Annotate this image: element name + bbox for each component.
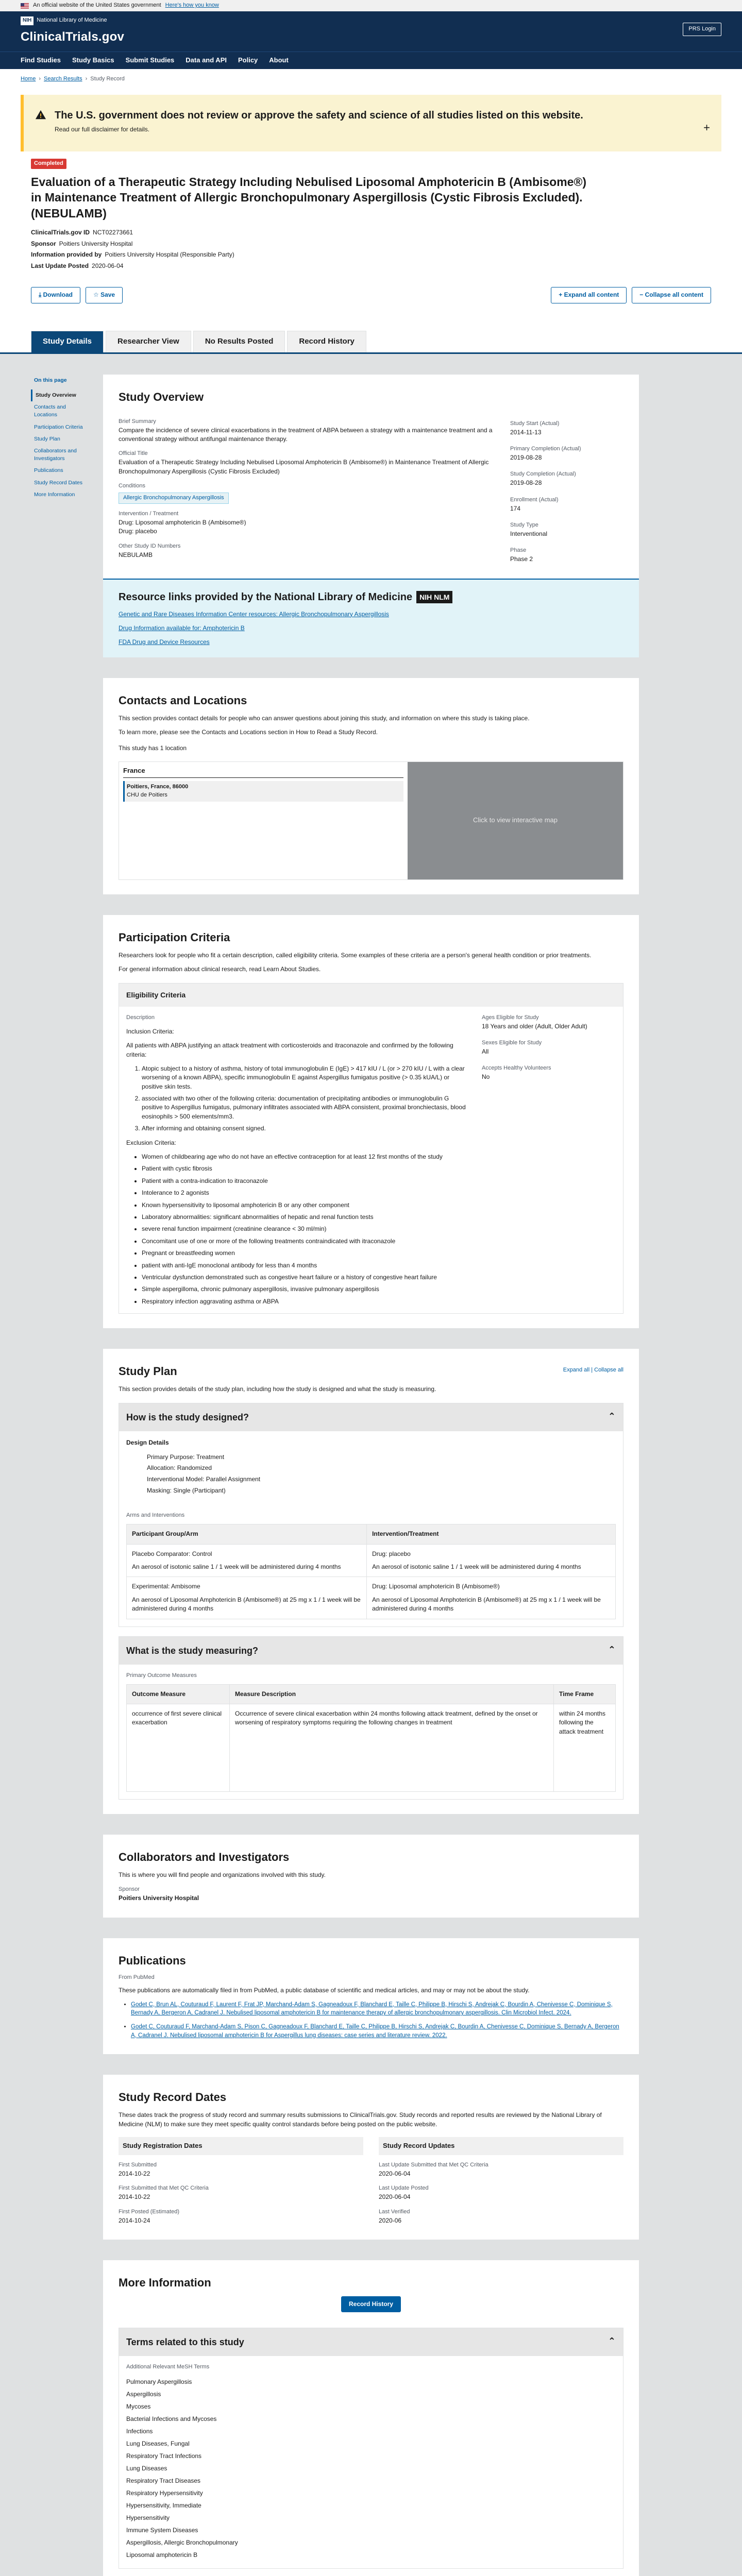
page-nav-more-info[interactable]: More Information: [34, 491, 75, 498]
outcome-col-header: Measure Description: [230, 1684, 554, 1704]
location-count: This study has 1 location: [119, 744, 187, 752]
inclusion-list: [142, 1064, 471, 1133]
table-row: [127, 1544, 616, 1577]
collapse-label: Collapse all content: [645, 291, 703, 299]
mesh-term: Respiratory Hypersensitivity: [126, 2489, 203, 2497]
study-header: [0, 157, 742, 272]
page-nav-overview[interactable]: Study Overview: [31, 389, 93, 401]
sponsor-label: Sponsor: [119, 1886, 140, 1893]
fact-value: No: [482, 1073, 490, 1081]
date-label: First Submitted that Met QC Criteria: [119, 2185, 209, 2192]
breadcrumb-search-results[interactable]: Search Results: [44, 76, 82, 82]
fda-link[interactable]: FDA Drug and Device Resources: [119, 638, 210, 646]
fact-label: Accepts Healthy Volunteers: [482, 1065, 551, 1072]
brief-summary-label: Brief Summary: [119, 418, 156, 425]
expand-label: Expand all content: [564, 291, 619, 299]
page-nav-collaborators[interactable]: Collaborators and Investigators: [34, 448, 77, 462]
exclusion-item: • severe renal function impairment (creatinine clearance < 30 ml/min): [142, 1225, 471, 1233]
date-value: 2020-06-04: [379, 2170, 411, 2177]
main-content: [0, 354, 742, 2576]
study-title: Evaluation of a Therapeutic Strategy Including Nebulised Liposomal Amphotericin B (Ambisome®) in Maintenance Treatment of Allergic Bronchopulmonary Aspergillosis (Cystic Fibrosis Excluded). (NEBULAMB): [31, 175, 587, 220]
expand-icon[interactable]: +: [703, 121, 710, 134]
info-label: Information provided by: [31, 251, 102, 259]
us-flag-icon: [21, 3, 29, 9]
gov-banner-toggle[interactable]: Here's how you know: [165, 2, 219, 9]
mesh-term: Infections: [126, 2428, 153, 2435]
page-nav-plan[interactable]: Study Plan: [34, 435, 60, 442]
location-item[interactable]: [123, 781, 403, 802]
save-label: Save: [100, 291, 115, 299]
official-title: Evaluation of a Therapeutic Strategy Including Nebulised Liposomal Amphotericin B (Ambisome®) in Maintenance Treatment of Allergic Bronchopulmonary Aspergillosis (Cystic Fibrosis Excluded): [119, 459, 489, 475]
fact-value: All: [482, 1048, 489, 1056]
learn-about-studies-link[interactable]: For general information about clinical research, read Learn About Studies.: [119, 965, 321, 973]
publication-list: [119, 2001, 623, 2040]
plan-heading: Study Plan: [119, 1365, 177, 1378]
warning-icon: [35, 109, 46, 121]
minus-icon: −: [639, 291, 645, 299]
date-label: Last Update Submitted that Met QC Criteria: [379, 2161, 488, 2168]
nih-logo[interactable]: NIH: [21, 16, 33, 25]
actions-bar: [0, 272, 742, 303]
id-label: ClinicalTrials.gov ID: [31, 228, 90, 236]
inclusion-heading: Inclusion Criteria:: [126, 1027, 174, 1035]
date-value: 2014-10-24: [119, 2216, 150, 2224]
mesh-term: Hypersensitivity: [126, 2514, 170, 2522]
table-row: [127, 1704, 616, 1791]
arms-label: Arms and Interventions: [126, 1512, 185, 1519]
exclusion-item: • Pregnant or breastfeeding women: [142, 1249, 471, 1258]
intervention-list: [119, 518, 495, 536]
exclusion-list: [142, 1153, 471, 1306]
interactive-map[interactable]: Click to view interactive map: [408, 762, 623, 879]
more-info-heading: More Information: [119, 2276, 211, 2289]
intervention-desc: An aerosol of isotonic saline 1 / 1 week will be administered during 4 months: [372, 1563, 581, 1570]
exclusion-item: • Patient with a contra-indication to itraconazole: [142, 1177, 471, 1185]
update-label: Last Update Posted: [31, 262, 89, 269]
breadcrumb: Home › Search Results › Study Record: [0, 69, 742, 90]
nlm-logo: NIH NLM: [416, 591, 452, 603]
outcome-col-header: Outcome Measure: [127, 1684, 230, 1704]
arm-desc: An aerosol of Liposomal Amphotericin B (Ambisome®) at 25 mg x 1 / 1 week will be administered during 4 months: [132, 1596, 361, 1613]
disclaimer-text[interactable]: Read our full disclaimer for details.: [55, 125, 150, 133]
study-tabs: [0, 326, 742, 354]
record-dates-section: [103, 2075, 639, 2240]
fact-value: 2014-11-13: [510, 428, 542, 436]
page-nav-publications[interactable]: Publications: [34, 467, 63, 474]
mesh-term: Pulmonary Aspergillosis: [126, 2378, 192, 2386]
disclaimer-title: The U.S. government does not review or approve the safety and science of all studies listed on this website.: [55, 109, 583, 121]
collab-sub: This is where you will find people and organizations involved with this study.: [119, 1871, 326, 1878]
nav-policy[interactable]: Policy: [238, 56, 258, 64]
arms-table: [126, 1524, 616, 1619]
date-value: 2020-06-04: [379, 2193, 411, 2201]
design-label: Design Details: [126, 1439, 169, 1447]
gov-banner: [0, 0, 742, 11]
study-overview-section: [103, 375, 639, 579]
overview-heading: Study Overview: [119, 390, 204, 403]
design-item: Primary Purpose: Treatment: [147, 1453, 225, 1461]
inclusion-item: 2. associated with two other of the following criteria: documentation of precipitating antibodies or immunoglobulin G positive to Aspergillus fumigatus, pulmonary infiltrates associated with ABPA consistent, proximal bronchiectasis, blood eosinophils > 500 elements/mm3.: [142, 1094, 471, 1121]
exclusion-item: • Concomitant use of one or more of the following treatments contraindicated with itraconazole: [142, 1237, 471, 1246]
outcome-table: [126, 1684, 616, 1792]
gov-banner-text: An official website of the United States government: [33, 2, 161, 9]
outcome-time: within 24 months following the attack treatment: [554, 1704, 616, 1791]
mesh-term: Bacterial Infections and Mycoses: [126, 2415, 217, 2423]
criteria-text: [126, 1014, 471, 1306]
eligibility-box: [119, 983, 623, 1314]
fact-value: 18 Years and older (Adult, Older Adult): [482, 1022, 587, 1030]
nav-study-basics[interactable]: Study Basics: [72, 56, 114, 64]
mesh-term: Aspergillosis: [126, 2391, 161, 2398]
table-row: [127, 1577, 616, 1619]
exclusion-item: • Patient with cystic fibrosis: [142, 1164, 471, 1173]
fact-value: Interventional: [510, 530, 548, 537]
overview-side-facts: [510, 412, 623, 564]
date-label: Last Update Posted: [379, 2185, 429, 2192]
fact-label: Sexes Eligible for Study: [482, 1040, 542, 1046]
fact-label: Primary Completion (Actual): [510, 445, 581, 452]
tab-results[interactable]: No Results Posted: [193, 331, 285, 352]
exclusion-item: • patient with anti-IgE monoclonal antibody for less than 4 months: [142, 1261, 471, 1270]
chevron-up-icon[interactable]: ⌃: [608, 1411, 616, 1422]
contacts-section: [103, 678, 639, 894]
publications-section: [103, 1938, 639, 2055]
date-label: Last Verified: [379, 2208, 410, 2215]
disclaimer-alert: [21, 95, 721, 151]
fact-label: Study Start (Actual): [510, 420, 560, 427]
date-label: First Posted (Estimated): [119, 2208, 179, 2215]
intervention-item: Drug: placebo: [119, 528, 157, 535]
breadcrumb-current: Study Record: [90, 76, 125, 82]
bookmark-icon: ☆: [93, 291, 101, 299]
measures-heading[interactable]: What is the study measuring?: [126, 1645, 259, 1656]
mesh-term: Respiratory Tract Diseases: [126, 2477, 201, 2485]
exclusion-item: • Women of childbearing age who do not have an effective contraception for at least 12 first months of the study: [142, 1153, 471, 1161]
inclusion-intro: All patients with ABPA justifying an attack treatment with corticosteroids and itraconazole and confirmed by the following criteria:: [126, 1042, 453, 1058]
page-nav-contacts[interactable]: Contacts and Locations: [34, 404, 66, 418]
exclusion-item: • Ventricular dysfunction demonstrated such as congestive heart failure or a history of congestive heart failure: [142, 1273, 471, 1282]
brief-summary: Compare the incidence of severe clinical exacerbations in the treatment of ABPA between a strategy with a maintenance treatment and a conventional strategy without antifungal maintenance therapy.: [119, 426, 493, 443]
prs-login-button[interactable]: PRS Login: [683, 23, 721, 36]
chevron-up-icon[interactable]: ⌃: [608, 1644, 616, 1655]
intervention-name: Drug: placebo: [372, 1550, 411, 1557]
exclusion-item: • Known hypersensitivity to liposomal amphotericin B or any other component: [142, 1201, 471, 1210]
arm-desc: An aerosol of isotonic saline 1 / 1 week will be administered during 4 months: [132, 1563, 341, 1570]
other-id: NEBULAMB: [119, 551, 153, 558]
fact-value: 2019-08-28: [510, 453, 542, 461]
contacts-heading: Contacts and Locations: [119, 693, 247, 707]
site-city: Poitiers, France, 86000: [127, 783, 189, 790]
conditions-label: Conditions: [119, 483, 145, 489]
download-label: Download: [43, 291, 73, 299]
design-heading[interactable]: How is the study designed?: [126, 1412, 249, 1423]
date-value: 2014-10-22: [119, 2193, 150, 2201]
fact-label: Phase: [510, 547, 527, 554]
intervention-desc: An aerosol of Liposomal Amphotericin B (Ambisome®) at 25 mg x 1 / 1 week will be administered during 4 months: [372, 1596, 601, 1613]
exclusion-item: • Simple aspergilloma, chronic pulmonary aspergillosis, invasive pulmonary aspergillosis: [142, 1285, 471, 1294]
collapse-all-button[interactable]: [632, 287, 711, 303]
plan-sub: This section provides details of the study plan, including how the study is designed and what the study is measuring.: [119, 1385, 436, 1393]
inclusion-item: 1. Atopic subject to a history of asthma, history of total immunoglobulin E (IgE) > 417 kIU / L (or > 270 kIU / L with a clear worsening of a known ABPA), specific immunoglobulin E against Aspergillus fumigatus positive (> 0.35 kUA/L) or positive skin tests.: [142, 1064, 471, 1091]
page-nav-participation[interactable]: Participation Criteria: [34, 423, 83, 430]
arms-col-header: Intervention/Treatment: [367, 1524, 616, 1544]
date-value: 2014-10-22: [119, 2170, 150, 2177]
org-name: National Library of Medicine: [37, 17, 107, 24]
date-value: 2020-06: [379, 2216, 402, 2224]
chevron-up-icon[interactable]: ⌃: [608, 2336, 616, 2347]
download-button[interactable]: [31, 287, 80, 303]
location-map: [119, 761, 623, 880]
dates-heading: Study Record Dates: [119, 2091, 227, 2104]
mesh-term: Immune System Diseases: [126, 2527, 198, 2534]
collab-heading: Collaborators and Investigators: [119, 1850, 290, 1863]
outcome-measure: occurrence of first severe clinical exacerbation: [127, 1704, 230, 1791]
info-value: Poitiers University Hospital (Responsible Party): [105, 251, 234, 259]
sponsor-label: Sponsor: [31, 240, 56, 247]
other-id-label: Other Study ID Numbers: [119, 543, 181, 549]
arm-name: Experimental: Ambisome: [132, 1583, 200, 1590]
outcome-col-header: Time Frame: [554, 1684, 616, 1704]
nav-about[interactable]: About: [269, 56, 289, 64]
sponsor-value: Poitiers University Hospital: [59, 240, 133, 247]
site-header: [0, 11, 742, 52]
study-plan-section: [103, 1349, 639, 1814]
location-country: France: [123, 766, 403, 778]
gard-link[interactable]: Genetic and Rare Diseases Information Center resources: Allergic Bronchopulmonary Aspergillosis: [119, 610, 389, 618]
fact-value: 2019-08-28: [510, 479, 542, 487]
record-history-button[interactable]: Record History: [341, 2296, 401, 2312]
intervention-label: Intervention / Treatment: [119, 510, 179, 517]
date-label: First Submitted: [119, 2161, 157, 2168]
design-item: Interventional Model: Parallel Assignment: [147, 1476, 261, 1483]
design-item: Allocation: Randomized: [147, 1464, 212, 1472]
fact-label: Study Type: [510, 521, 538, 528]
fact-label: Enrollment (Actual): [510, 496, 559, 503]
site-name: CHU de Poitiers: [127, 791, 167, 798]
breadcrumb-home[interactable]: Home: [21, 76, 36, 82]
eligibility-facts: [482, 1014, 616, 1306]
participation-sub: Researchers look for people who fit a certain description, called eligibility criteria. Some examples of these criteria are a person's general health condition or prior treatments.: [119, 951, 592, 959]
participation-heading: Participation Criteria: [119, 930, 230, 944]
intervention-item: Drug: Liposomal amphotericin B (Ambisome®): [119, 518, 246, 526]
registration-dates-heading: Study Registration Dates: [119, 2137, 363, 2155]
pubs-sub: These publications are automatically filed in from PubMed, a public database of scientific and medical articles, and may or may not be about the study.: [119, 1987, 530, 1994]
publication-link[interactable]: Godet C, Couturaud F, Marchand-Adam S, Pison C, Gagneadoux F, Blanchard E, Taille C, Philippe B, Hirschi S, Andrejak C, Bourdin A, Chenivesse C, Dominique S, Bernady A, Bergeron A, Cadranel J. Nebulised liposomal amphotericin B for Aspergillus lung diseases: case series and literature review. 2022.: [131, 2024, 619, 2039]
download-icon: ⤓: [39, 291, 43, 299]
pubs-source: From PubMed: [119, 1974, 155, 1981]
location-list: [119, 762, 408, 879]
exclusion-item: • Laboratory abnormalities: significant abnormalities of hepatic and renal function tests: [142, 1213, 471, 1222]
terms-heading[interactable]: Terms related to this study: [126, 2337, 244, 2348]
intervention-name: Drug: Liposomal amphotericin B (Ambisome®): [372, 1583, 500, 1590]
collaborators-section: [103, 1835, 639, 1918]
official-title-label: Official Title: [119, 450, 148, 457]
mesh-term: Hypersensitivity, Immediate: [126, 2502, 201, 2510]
exclusion-item: • Intolerance to 2 agonists: [142, 1189, 471, 1197]
terms-card: [119, 2328, 623, 2569]
page-nav: [31, 375, 93, 501]
participation-section: [103, 915, 639, 1328]
tab-researcher-view[interactable]: Researcher View: [106, 331, 191, 352]
mesh-term: Lung Diseases, Fungal: [126, 2440, 190, 2448]
design-item: Masking: Single (Participant): [147, 1486, 226, 1494]
nav-data-api[interactable]: Data and API: [185, 56, 227, 64]
mesh-term: Aspergillosis, Allergic Bronchopulmonary: [126, 2539, 238, 2547]
fact-value: 174: [510, 504, 521, 512]
site-title[interactable]: ClinicalTrials.gov: [21, 29, 125, 44]
condition-tag[interactable]: Allergic Bronchopulmonary Aspergillosis: [119, 493, 229, 504]
mesh-term: Mycoses: [126, 2403, 151, 2411]
tab-study-details[interactable]: Study Details: [31, 331, 104, 352]
save-button[interactable]: [86, 287, 123, 303]
outcome-label: Primary Outcome Measures: [126, 1672, 197, 1679]
exclusion-item: • Respiratory infection aggravating asthma or ABPA: [142, 1297, 471, 1306]
eligibility-heading: Eligibility Criteria: [119, 984, 623, 1006]
resources-title: Resource links provided by the National Library of Medicine: [119, 591, 413, 603]
page-nav-dates[interactable]: Study Record Dates: [34, 479, 82, 486]
publication-link[interactable]: Godet C, Brun AL, Couturaud F, Laurent F, Frat JP, Marchand-Adam S, Gagneadoux F, Blanchard E, Taille C, Philippe B, Hirschi S, Andrejak C, Bourdin A, Chenivesse C, Dominique S, Bernady A, Bergeron A, Cadranel J. Nebulised liposomal amphotericin B for maintenance therapy of allergic bronchopulmonary aspergillosis. Clin Microbiol Infect. 2024.: [131, 2001, 613, 2016]
mesh-term-list: [126, 2376, 616, 2561]
tab-record-history[interactable]: Record History: [287, 331, 366, 352]
mesh-term: Respiratory Tract Infections: [126, 2452, 202, 2460]
dates-sub: These dates track the progress of study record and summary results submissions to ClinicalTrials.gov. Study records and reported results are reviewed by the National Library of Medicine (NLM) to make sure they meet specific quality control standards before being posted on the public website.: [119, 2111, 602, 2128]
nlm-resources-section: [103, 579, 639, 657]
expand-all-link[interactable]: Expand all: [563, 1367, 590, 1374]
page-nav-title: On this page: [34, 377, 67, 383]
expand-all-button[interactable]: [551, 287, 627, 303]
exclusion-heading: Exclusion Criteria:: [126, 1139, 176, 1146]
collapse-all-link[interactable]: Collapse all: [594, 1367, 623, 1374]
mesh-term: Liposomal amphotericin B: [126, 2551, 198, 2559]
mesh-label: Additional Relevant MeSH Terms: [126, 2364, 210, 2370]
design-card: [119, 1403, 623, 1626]
nav-submit-studies[interactable]: Submit Studies: [125, 56, 175, 64]
nct-id[interactable]: NCT02273661: [93, 228, 133, 236]
plus-icon: +: [559, 291, 564, 299]
main-nav: [0, 52, 742, 69]
pubs-heading: Publications: [119, 1954, 186, 1967]
record-updates-heading: Study Record Updates: [379, 2137, 623, 2155]
update-value: 2020-06-04: [92, 262, 124, 269]
measures-card: [119, 1636, 623, 1800]
mesh-term: Lung Diseases: [126, 2465, 167, 2472]
plan-expand-collapse[interactable]: Expand all | Collapse all: [563, 1367, 623, 1374]
drug-info-link[interactable]: Drug Information available for: Amphotericin B: [119, 624, 245, 632]
nav-find-studies[interactable]: Find Studies: [21, 56, 61, 64]
study-meta: [31, 227, 711, 272]
fact-label: Ages Eligible for Study: [482, 1014, 539, 1021]
more-info-section: [103, 2260, 639, 2576]
fact-value: Phase 2: [510, 555, 533, 563]
fact-label: Study Completion (Actual): [510, 471, 576, 478]
description-label: Description: [126, 1014, 155, 1021]
outcome-desc: Occurrence of severe clinical exacerbation within 24 months following attack treatment, defined by the onset or worsening of respiratory symptoms requiring the following changes in treatment: [230, 1704, 554, 1791]
inclusion-item: 3. After informing and obtaining consent signed.: [142, 1124, 471, 1133]
arms-col-header: Participant Group/Arm: [127, 1524, 367, 1544]
sponsor-name: Poitiers University Hospital: [119, 1894, 199, 1902]
arm-name: Placebo Comparator: Control: [132, 1550, 212, 1557]
status-badge: Completed: [31, 159, 66, 169]
contacts-sub: This section provides contact details for people who can answer questions about joining this study, and information on where this study is taking place.: [119, 714, 530, 722]
contacts-learn-link[interactable]: To learn more, please see the Contacts and Locations section in How to Read a Study Record.: [119, 728, 378, 736]
